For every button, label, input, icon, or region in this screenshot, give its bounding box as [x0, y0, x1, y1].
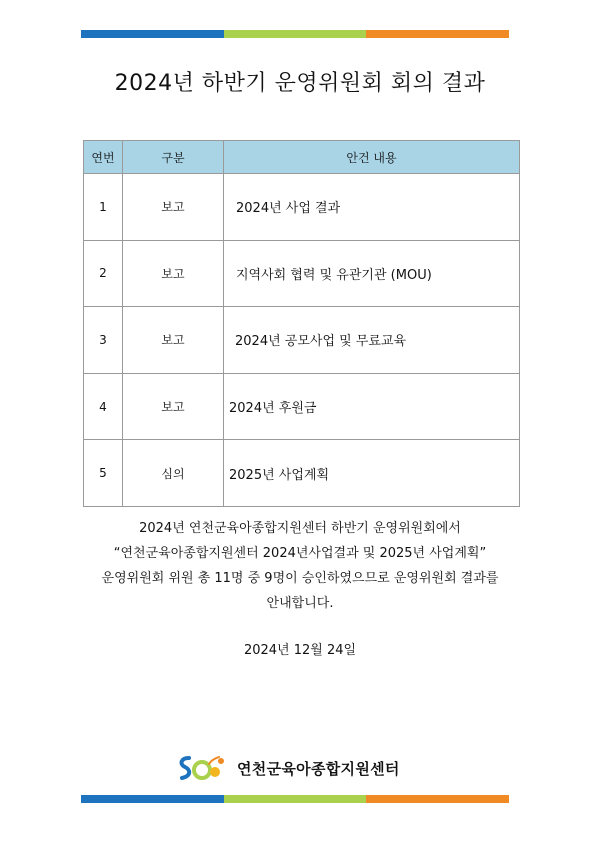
- stripe-orange: [366, 30, 509, 38]
- row-category: 보고: [123, 373, 224, 440]
- stripe-blue: [81, 795, 224, 803]
- table-row: [84, 307, 520, 374]
- row-category: 보고: [123, 307, 224, 374]
- row-content: 2024년 공모사업 및 무료교육: [224, 307, 520, 374]
- stripe-green: [224, 795, 367, 803]
- document-date: 2024년 12월 24일: [243, 643, 357, 658]
- table-row: [84, 240, 520, 307]
- row-category: 보고: [123, 174, 224, 241]
- stripe-green: [224, 30, 367, 38]
- body-line: 2024년 연천군육아종합지원센터 하반기 운영위원회에서: [139, 521, 461, 536]
- bottom-color-stripe: [81, 795, 509, 803]
- body-line: 안내합니다.: [266, 596, 334, 611]
- org-name: 연천군육아종합지원센터: [237, 759, 400, 778]
- row-no: 3: [84, 307, 123, 374]
- body-line: “연천군육아종합지원센터 2024년사업결과 및 2025년 사업계획”: [113, 546, 487, 561]
- document-title: 2024년 하반기 운영위원회 회의 결과: [114, 71, 486, 96]
- row-content: 2024년 후원금: [224, 373, 520, 440]
- body-line: 운영위원회 위원 총 11명 중 9명이 승인하였으므로 운영위원회 결과를: [101, 571, 499, 586]
- row-no: 1: [84, 174, 123, 241]
- table-row: [84, 373, 520, 440]
- stripe-orange: [366, 795, 509, 803]
- row-content: 지역사회 협력 및 유관기관 (MOU): [224, 240, 520, 307]
- row-content: 2024년 사업 결과: [224, 174, 520, 241]
- org-logo-icon: [175, 752, 227, 784]
- agenda-table: [83, 140, 520, 507]
- table-row: [84, 440, 520, 507]
- row-no: 5: [84, 440, 123, 507]
- stripe-blue: [81, 30, 224, 38]
- row-no: 4: [84, 373, 123, 440]
- header-category: 구분: [123, 141, 224, 174]
- top-color-stripe: [81, 30, 509, 38]
- table-row: [84, 174, 520, 241]
- header-content: 안건 내용: [224, 141, 520, 174]
- body-paragraph: [0, 516, 600, 616]
- org-logo: [175, 752, 400, 784]
- header-no: 연번: [84, 141, 123, 174]
- row-category: 보고: [123, 240, 224, 307]
- row-no: 2: [84, 240, 123, 307]
- row-category: 심의: [123, 440, 224, 507]
- row-content: 2025년 사업계획: [224, 440, 520, 507]
- table-header-row: [84, 141, 520, 174]
